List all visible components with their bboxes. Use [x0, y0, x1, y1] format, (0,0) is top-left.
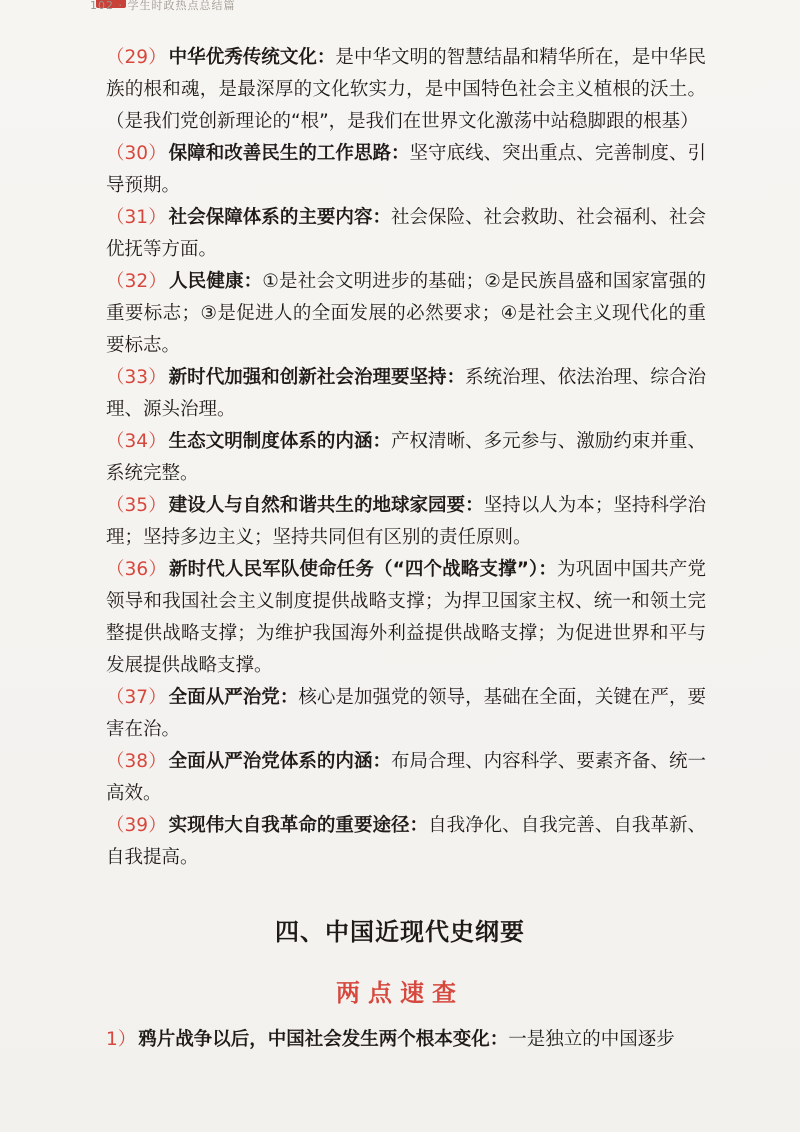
- list-item: [106, 202, 706, 266]
- list-item: [106, 138, 706, 202]
- section-heading: [0, 912, 800, 947]
- item-term: 实现伟大自我革命的重要途径：: [168, 815, 429, 836]
- item-text: 社会保险、社会救助、社会福利、社会优抚等方面。: [106, 207, 706, 260]
- item-text: 坚持以人为本；坚持科学治理；坚持多边主义；坚持共同但有区别的责任原则。: [106, 495, 706, 548]
- section-subtitle: 两点速查: [336, 979, 464, 1007]
- item-number: （37）: [106, 687, 167, 708]
- list-item: [106, 426, 706, 490]
- item-text: 布局合理、内容科学、要素齐备、统一高效。: [106, 751, 706, 804]
- list-item: [106, 266, 706, 362]
- item-text: 系统治理、依法治理、综合治理、源头治理。: [106, 367, 706, 420]
- list-item: [106, 682, 706, 746]
- item-number: （30）: [106, 143, 167, 164]
- item-number: （35）: [106, 495, 167, 516]
- item-term: 鸦片战争以后，中国社会发生两个根本变化：: [138, 1029, 509, 1050]
- item-term: 社会保障体系的主要内容：: [168, 207, 391, 228]
- item-number: 1）: [106, 1029, 137, 1050]
- item-number: （32）: [106, 271, 168, 292]
- list-item: [106, 362, 706, 426]
- item-term: 全面从严治党体系的内涵：: [168, 751, 391, 772]
- list-item: [106, 42, 706, 138]
- item-term: 生态文明制度体系的内涵：: [168, 431, 391, 452]
- item-text: 是中华文明的智慧结晶和精华所在，是中华民族的根和魂，是最深厚的文化软实力，是中国特色社会主义植根的沃土。（是我们党创新理论的“根”，是我们在世界文化激荡中站稳脚跟的根基）: [106, 47, 706, 132]
- item-text: 核心是加强党的领导，基础在全面，关键在严，要害在治。: [106, 687, 706, 740]
- running-header: 102 · 学生时政热点总结篇: [90, 0, 236, 12]
- item-term: 全面从严治党：: [168, 687, 299, 708]
- item-number: （33）: [106, 367, 167, 388]
- item-term: 保障和改善民生的工作思路：: [168, 143, 410, 164]
- item-term: 人民健康：: [169, 271, 263, 292]
- list-item: [106, 810, 706, 874]
- item-number: （38）: [106, 751, 167, 772]
- list-item: [106, 746, 706, 810]
- item-text: ①是社会文明进步的基础；②是民族昌盛和国家富强的重要标志；③是促进人的全面发展的必然要求；④是社会主义现代化的重要标志。: [106, 271, 706, 356]
- item-term: 建设人与自然和谐共生的地球家园要：: [168, 495, 484, 516]
- item-number: （31）: [106, 207, 167, 228]
- item-text: 自我净化、自我完善、自我革新、自我提高。: [106, 815, 706, 868]
- section-title: 四、中国近现代史纲要: [261, 912, 539, 947]
- list-item: [106, 490, 706, 554]
- item-list: [106, 42, 706, 874]
- item-text: 为巩固中国共产党领导和我国社会主义制度提供战略支撑；为捍卫国家主权、统一和领土完整提供战略支撑；为维护我国海外利益提供战略支撑；为促进世界和平与发展提供战略支撑。: [106, 559, 706, 676]
- item-text: 坚守底线、突出重点、完善制度、引导预期。: [106, 143, 706, 196]
- item-number: （36）: [106, 559, 167, 580]
- item-text: 一是独立的中国逐步: [508, 1029, 675, 1050]
- item-number: （34）: [106, 431, 167, 452]
- item-term: 新时代人民军队使命任务（“四个战略支撑”）：: [168, 559, 558, 580]
- item-term: 新时代加强和创新社会治理要坚持：: [168, 367, 466, 388]
- item-number: （29）: [106, 47, 167, 68]
- list-item: [106, 554, 706, 682]
- item-number: （39）: [106, 815, 167, 836]
- item-term: 中华优秀传统文化：: [168, 47, 336, 68]
- list-item: [106, 1024, 716, 1056]
- item-text: 产权清晰、多元参与、激励约束并重、系统完整。: [106, 431, 706, 484]
